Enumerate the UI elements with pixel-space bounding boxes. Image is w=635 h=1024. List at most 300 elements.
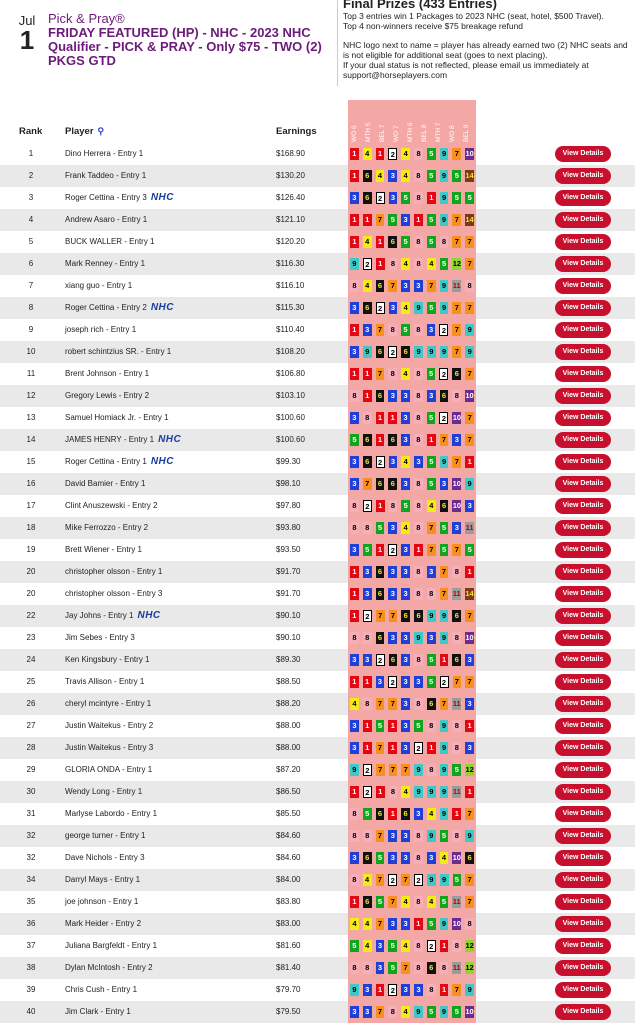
player-cell	[65, 539, 142, 561]
view-details-button[interactable]: View Details	[555, 608, 611, 624]
pick-saddlecloth: 7	[376, 830, 385, 842]
player-cell	[65, 869, 140, 891]
pick-saddlecloth: 7	[376, 368, 385, 380]
earnings-cell: $120.20	[276, 237, 305, 246]
pick-saddlecloth: 7	[465, 434, 474, 446]
pick-saddlecloth: 8	[414, 478, 423, 490]
pick-saddlecloth: 5	[453, 874, 462, 886]
pick-saddlecloth: 4	[363, 148, 372, 160]
pick-saddlecloth: 9	[440, 1006, 449, 1018]
earnings-cell: $116.10	[276, 281, 305, 290]
pick-saddlecloth: 3	[452, 522, 461, 534]
pick-saddlecloth: 2	[363, 764, 372, 776]
earnings-cell: $90.10	[276, 633, 301, 642]
nhc-logo-icon: NHC	[158, 434, 182, 445]
pick-saddlecloth: 1	[465, 786, 474, 798]
pick-saddlecloth: 4	[350, 698, 359, 710]
pick-saddlecloth: 7	[388, 896, 397, 908]
rank-cell: 18	[26, 523, 36, 532]
pick-saddlecloth: 4	[401, 522, 410, 534]
pick-saddlecloth: 7	[388, 280, 397, 292]
earnings-cell: $93.50	[276, 545, 301, 554]
pick-saddlecloth: 1	[350, 368, 359, 380]
rank-cell: 19	[26, 545, 36, 554]
picks-cell	[348, 165, 476, 187]
pick-saddlecloth: 10	[465, 149, 474, 158]
pick-saddlecloth: 8	[350, 830, 359, 842]
player-name: Wendy Long - Entry 1	[65, 787, 143, 796]
rank-cell: 36	[26, 919, 36, 928]
pick-saddlecloth: 10	[452, 853, 461, 862]
pick-saddlecloth: 2	[388, 874, 397, 886]
player-name: cheryl mcintyre - Entry 1	[65, 699, 152, 708]
table-row	[0, 517, 635, 539]
pick-saddlecloth: 1	[350, 566, 359, 578]
view-details-button[interactable]: View Details	[555, 234, 611, 250]
pick-saddlecloth: 1	[363, 368, 372, 380]
race-header-label: WO 8	[449, 125, 456, 142]
pick-saddlecloth: 6	[440, 500, 449, 512]
pick-saddlecloth: 7	[427, 544, 436, 556]
pick-saddlecloth: 8	[452, 940, 461, 952]
pick-saddlecloth: 5	[376, 522, 385, 534]
pick-saddlecloth: 5	[427, 478, 436, 490]
pick-saddlecloth: 3	[350, 412, 359, 424]
pick-saddlecloth: 3	[401, 566, 410, 578]
player-cell	[65, 825, 145, 847]
view-details-button[interactable]: View Details	[555, 630, 611, 646]
pick-saddlecloth: 4	[401, 1006, 410, 1018]
view-details-button[interactable]: View Details	[555, 916, 611, 932]
table-row	[0, 561, 635, 583]
rank-cell: 32	[26, 831, 36, 840]
player-cell	[65, 957, 153, 979]
earnings-cell: $115.30	[276, 303, 305, 312]
view-details-button[interactable]: View Details	[555, 476, 611, 492]
earnings-cell: $84.00	[276, 875, 301, 884]
player-name: GLORIA ONDA - Entry 1	[65, 765, 153, 774]
pick-saddlecloth: 2	[439, 412, 448, 424]
view-details-button[interactable]: View Details	[555, 674, 611, 690]
pick-saddlecloth: 1	[414, 544, 423, 556]
view-details-button[interactable]: View Details	[555, 278, 611, 294]
view-details-button[interactable]: View Details	[555, 432, 611, 448]
pick-saddlecloth: 3	[465, 698, 474, 710]
rank-cell: 4	[28, 215, 34, 224]
picks-cell	[348, 517, 476, 539]
earnings-cell: $83.80	[276, 897, 301, 906]
pick-saddlecloth: 8	[427, 588, 436, 600]
player-cell	[65, 627, 135, 649]
pick-saddlecloth: 7	[389, 610, 398, 622]
picks-cell	[348, 891, 476, 913]
player-name: Dino Herrera - Entry 1	[65, 149, 144, 158]
view-details-button[interactable]: View Details	[555, 212, 611, 228]
picks-cell	[348, 957, 476, 979]
earnings-cell: $110.40	[276, 325, 305, 334]
pick-saddlecloth: 5	[401, 236, 410, 248]
pick-saddlecloth: 3	[427, 390, 436, 402]
date-month: Jul	[18, 13, 36, 28]
earnings-cell: $168.90	[276, 149, 305, 158]
pick-saddlecloth: 5	[401, 192, 410, 204]
pick-saddlecloth: 1	[350, 588, 359, 600]
pick-saddlecloth: 5	[363, 544, 372, 556]
pick-saddlecloth: 1	[414, 918, 423, 930]
rank-cell: 5	[28, 237, 34, 246]
rank-cell: 10	[26, 347, 36, 356]
pick-saddlecloth: 4	[401, 302, 410, 314]
pick-saddlecloth: 12	[452, 259, 462, 268]
pick-saddlecloth: 12	[465, 963, 474, 972]
pick-saddlecloth: 9	[350, 764, 359, 776]
player-name: Clint Anuszewski - Entry 2	[65, 501, 158, 510]
pick-saddlecloth: 1	[465, 566, 474, 578]
view-details-button[interactable]: View Details	[555, 718, 611, 734]
pick-saddlecloth: 1	[452, 808, 461, 820]
pick-saddlecloth: 1	[376, 786, 385, 798]
view-details-button[interactable]: View Details	[555, 872, 611, 888]
rank-cell: 11	[26, 369, 36, 378]
player-header-label: Player	[65, 126, 94, 137]
pick-saddlecloth: 5	[401, 500, 410, 512]
player-cell	[65, 693, 151, 715]
pick-saddlecloth: 4	[363, 940, 372, 952]
rank-cell: 6	[28, 259, 34, 268]
pick-saddlecloth: 7	[452, 214, 461, 226]
pick-saddlecloth: 12	[465, 941, 474, 950]
pick-saddlecloth: 9	[440, 456, 449, 468]
view-details-button[interactable]: View Details	[555, 410, 611, 426]
pick-saddlecloth: 9	[414, 764, 423, 776]
race-header-label: WO 6	[351, 125, 358, 142]
player-cell	[65, 363, 149, 385]
earnings-cell: $91.70	[276, 589, 301, 598]
pick-saddlecloth: 9	[440, 918, 449, 930]
pick-saddlecloth: 7	[452, 148, 461, 160]
pick-saddlecloth: 14	[465, 215, 474, 224]
picks-cell	[348, 297, 476, 319]
pick-saddlecloth: 8	[452, 632, 461, 644]
pick-saddlecloth: 2	[414, 874, 423, 886]
pick-saddlecloth: 6	[452, 368, 461, 380]
header-divider	[337, 0, 338, 86]
pick-saddlecloth: 4	[363, 918, 372, 930]
pick-saddlecloth: 8	[465, 918, 474, 930]
pick-saddlecloth: 9	[465, 324, 474, 336]
pick-saddlecloth: 8	[414, 522, 423, 534]
view-details-button[interactable]: View Details	[555, 1004, 611, 1020]
table-row	[0, 143, 635, 165]
player-cell	[65, 649, 149, 671]
pick-saddlecloth: 9	[440, 148, 449, 160]
player-cell	[65, 715, 153, 737]
pick-saddlecloth: 3	[414, 280, 423, 292]
pick-saddlecloth: 10	[452, 479, 461, 488]
view-details-button[interactable]: View Details	[555, 762, 611, 778]
player-name: Roger Cettina - Entry 3	[65, 193, 147, 202]
pick-saddlecloth: 3	[401, 280, 410, 292]
rank-cell: 37	[26, 941, 36, 950]
race-header-label: WO 7	[393, 125, 400, 142]
player-cell	[65, 209, 147, 231]
pick-saddlecloth: 3	[401, 918, 410, 930]
pick-saddlecloth: 8	[414, 588, 423, 600]
rank-cell: 22	[26, 611, 36, 620]
pick-saddlecloth: 1	[350, 896, 359, 908]
pick-saddlecloth: 5	[427, 654, 436, 666]
pick-saddlecloth: 9	[465, 346, 474, 358]
prizes-title: Final Prizes (433 Entries)	[343, 0, 497, 11]
pick-saddlecloth: 6	[388, 236, 397, 248]
pick-saddlecloth: 3	[389, 456, 398, 468]
pick-saddlecloth: 7	[452, 984, 461, 996]
race-header-label: MTH 5	[365, 122, 372, 142]
pick-saddlecloth: 3	[401, 390, 410, 402]
player-cell	[65, 385, 149, 407]
picks-cell	[348, 253, 476, 275]
view-details-button[interactable]: View Details	[555, 498, 611, 514]
picks-cell	[348, 539, 476, 561]
pick-saddlecloth: 8	[452, 566, 461, 578]
view-details-button[interactable]: View Details	[555, 190, 611, 206]
rank-cell: 17	[26, 501, 36, 510]
player-cell	[65, 847, 145, 869]
view-details-button[interactable]: View Details	[555, 146, 611, 162]
pick-saddlecloth: 7	[465, 258, 474, 270]
pick-saddlecloth: 3	[363, 1006, 372, 1018]
table-row	[0, 385, 635, 407]
table-row	[0, 935, 635, 957]
pick-saddlecloth: 7	[465, 874, 474, 886]
table-row	[0, 473, 635, 495]
table-row	[0, 803, 635, 825]
view-details-button[interactable]: View Details	[555, 454, 611, 470]
pick-saddlecloth: 7	[388, 698, 397, 710]
pick-saddlecloth: 6	[376, 390, 385, 402]
pick-saddlecloth: 7	[389, 764, 398, 776]
pick-saddlecloth: 3	[350, 192, 359, 204]
view-details-button[interactable]: View Details	[555, 564, 611, 580]
table-row	[0, 869, 635, 891]
search-icon[interactable]: ⚲	[97, 126, 105, 136]
pick-saddlecloth: 8	[414, 698, 423, 710]
pick-saddlecloth: 6	[388, 434, 397, 446]
view-details-button[interactable]: View Details	[555, 322, 611, 338]
view-details-button[interactable]: View Details	[555, 168, 611, 184]
pick-saddlecloth: 6	[376, 808, 385, 820]
picks-cell	[348, 737, 476, 759]
pick-saddlecloth: 7	[465, 676, 474, 688]
rank-cell: 15	[26, 457, 36, 466]
pick-saddlecloth: 2	[439, 324, 448, 336]
pick-saddlecloth: 7	[452, 544, 461, 556]
earnings-cell: $98.10	[276, 479, 301, 488]
view-details-button[interactable]: View Details	[555, 960, 611, 976]
pick-saddlecloth: 2	[363, 786, 372, 798]
pick-saddlecloth: 1	[350, 170, 359, 182]
picks-cell	[348, 363, 476, 385]
pick-saddlecloth: 8	[388, 1006, 397, 1018]
table-row	[0, 627, 635, 649]
pick-saddlecloth: 3	[350, 346, 359, 358]
view-details-button[interactable]: View Details	[555, 520, 611, 536]
pick-saddlecloth: 9	[440, 742, 449, 754]
view-details-button[interactable]: View Details	[555, 542, 611, 558]
earnings-cell: $99.30	[276, 457, 301, 466]
earnings-cell: $108.20	[276, 347, 305, 356]
view-details-button[interactable]: View Details	[555, 388, 611, 404]
earnings-cell: $88.00	[276, 743, 301, 752]
table-row	[0, 539, 635, 561]
pick-saddlecloth: 9	[427, 786, 436, 798]
pick-saddlecloth: 9	[414, 302, 423, 314]
pick-saddlecloth: 3	[414, 808, 423, 820]
picks-cell	[348, 803, 476, 825]
pick-saddlecloth: 6	[401, 610, 410, 622]
pick-saddlecloth: 5	[376, 896, 385, 908]
pick-saddlecloth: 5	[452, 764, 461, 776]
view-details-button[interactable]: View Details	[555, 652, 611, 668]
pick-saddlecloth: 8	[414, 566, 423, 578]
picks-cell	[348, 429, 476, 451]
player-name: robert schintzius SR. - Entry 1	[65, 347, 172, 356]
pick-saddlecloth: 1	[388, 808, 397, 820]
player-cell	[65, 429, 181, 451]
view-details-button[interactable]: View Details	[555, 696, 611, 712]
pick-saddlecloth: 3	[388, 918, 397, 930]
pick-saddlecloth: 10	[465, 1007, 474, 1016]
pick-saddlecloth: 11	[465, 523, 474, 532]
pick-saddlecloth: 3	[401, 698, 410, 710]
rank-cell: 32	[26, 853, 36, 862]
view-details-button[interactable]: View Details	[555, 256, 611, 272]
pick-saddlecloth: 9	[440, 280, 449, 292]
pick-saddlecloth: 8	[414, 390, 423, 402]
player-cell	[65, 297, 174, 319]
pick-saddlecloth: 14	[465, 171, 474, 180]
pick-saddlecloth: 5	[427, 412, 436, 424]
pick-saddlecloth: 2	[376, 654, 385, 666]
rank-cell: 20	[26, 589, 36, 598]
pick-saddlecloth: 1	[388, 412, 397, 424]
pick-saddlecloth: 1	[376, 544, 385, 556]
table-row	[0, 363, 635, 385]
pick-saddlecloth: 9	[440, 170, 449, 182]
picks-cell	[348, 451, 476, 473]
pick-saddlecloth: 11	[452, 699, 461, 708]
pick-saddlecloth: 10	[465, 633, 474, 642]
pick-saddlecloth: 4	[363, 874, 372, 886]
rank-cell: 38	[26, 963, 36, 972]
pick-saddlecloth: 6	[363, 302, 372, 314]
view-details-button[interactable]: View Details	[555, 982, 611, 998]
pick-saddlecloth: 3	[427, 566, 436, 578]
pick-saddlecloth: 1	[350, 786, 359, 798]
player-cell	[65, 451, 174, 473]
pick-saddlecloth: 1	[414, 214, 423, 226]
player-name: Brent Johnson - Entry 1	[65, 369, 150, 378]
pick-saddlecloth: 6	[401, 808, 410, 820]
view-details-button[interactable]: View Details	[555, 300, 611, 316]
earnings-cell: $116.30	[276, 259, 305, 268]
pick-saddlecloth: 3	[414, 984, 423, 996]
pick-saddlecloth: 9	[414, 786, 423, 798]
pick-saddlecloth: 2	[363, 258, 372, 270]
table-row	[0, 341, 635, 363]
player-name: Mike Ferrozzo - Entry 2	[65, 523, 149, 532]
picks-cell	[348, 1001, 476, 1023]
rank-cell: 2	[28, 171, 34, 180]
earnings-cell: $88.50	[276, 677, 301, 686]
earnings-cell: $93.80	[276, 523, 301, 532]
table-row	[0, 715, 635, 737]
view-details-button[interactable]: View Details	[555, 740, 611, 756]
earnings-cell: $89.30	[276, 655, 301, 664]
pick-saddlecloth: 1	[427, 192, 436, 204]
rank-cell: 35	[26, 897, 36, 906]
player-name: Chris Cush - Entry 1	[65, 985, 138, 994]
rank-cell: 7	[28, 281, 34, 290]
view-details-button[interactable]: View Details	[555, 366, 611, 382]
rank-cell: 13	[26, 413, 36, 422]
view-details-button[interactable]: View Details	[555, 784, 611, 800]
pick-saddlecloth: 3	[363, 984, 372, 996]
view-details-button[interactable]: View Details	[555, 894, 611, 910]
race-header-label: BEL 8	[421, 124, 428, 142]
leaderboard-table	[0, 143, 635, 1023]
pick-saddlecloth: 6	[401, 346, 410, 358]
view-details-button[interactable]: View Details	[555, 938, 611, 954]
view-details-button[interactable]: View Details	[555, 828, 611, 844]
pick-saddlecloth: 5	[350, 434, 359, 446]
pick-saddlecloth: 3	[388, 852, 397, 864]
view-details-button[interactable]: View Details	[555, 586, 611, 602]
pick-saddlecloth: 7	[453, 676, 462, 688]
rank-cell: 14	[26, 435, 36, 444]
race-header-label: BEL 9	[463, 124, 470, 142]
nhc-note: NHC logo next to name = player has already earned two (2) NHC seats and is not eligible for additional seat (goes to next placing).	[343, 40, 628, 60]
pick-saddlecloth: 9	[440, 346, 449, 358]
pick-saddlecloth: 5	[376, 852, 385, 864]
pick-saddlecloth: 5	[427, 302, 436, 314]
pick-saddlecloth: 6	[363, 434, 372, 446]
pick-saddlecloth: 8	[414, 192, 423, 204]
pick-saddlecloth: 1	[350, 148, 359, 160]
view-details-button[interactable]: View Details	[555, 850, 611, 866]
table-row	[0, 605, 635, 627]
table-row	[0, 693, 635, 715]
rank-cell: 40	[26, 1007, 36, 1016]
pick-saddlecloth: 7	[376, 764, 385, 776]
picks-cell	[348, 495, 476, 517]
pick-saddlecloth: 6	[427, 962, 436, 974]
pick-saddlecloth: 7	[465, 368, 474, 380]
pick-saddlecloth: 1	[350, 610, 359, 622]
player-cell	[65, 517, 148, 539]
pick-saddlecloth: 8	[414, 236, 423, 248]
pick-saddlecloth: 3	[427, 852, 436, 864]
view-details-button[interactable]: View Details	[555, 344, 611, 360]
race-header-label: MTH 6	[407, 122, 414, 142]
pick-saddlecloth: 4	[427, 258, 436, 270]
player-cell	[65, 341, 171, 363]
view-details-button[interactable]: View Details	[555, 806, 611, 822]
pick-saddlecloth: 6	[363, 456, 372, 468]
pick-saddlecloth: 5	[440, 258, 449, 270]
picks-cell	[348, 935, 476, 957]
pick-saddlecloth: 2	[439, 368, 448, 380]
